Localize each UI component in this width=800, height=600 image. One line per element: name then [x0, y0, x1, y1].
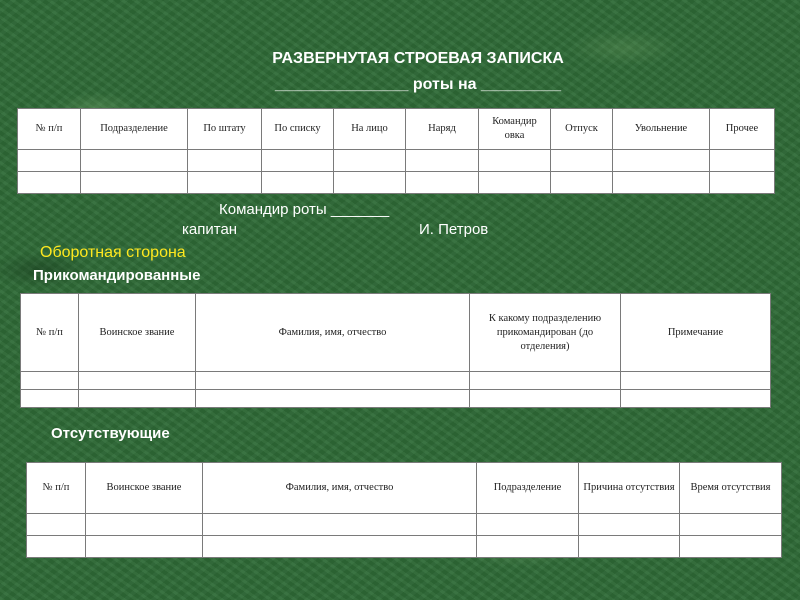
col-header-assignment: Командир овка [479, 109, 551, 150]
table-cell[interactable] [79, 390, 196, 408]
table-cell[interactable] [18, 150, 81, 172]
table-cell[interactable] [680, 514, 782, 536]
table-cell[interactable] [196, 372, 470, 390]
table-header-row [27, 463, 782, 514]
table-cell[interactable] [613, 150, 710, 172]
col-header-rank: Воинское звание [86, 463, 203, 514]
table-row [18, 150, 775, 172]
summary-table [17, 108, 775, 194]
table-cell[interactable] [470, 372, 621, 390]
col-header-rank: Воинское звание [79, 294, 196, 372]
table-cell[interactable] [196, 390, 470, 408]
col-header-by-staff: По штату [188, 109, 262, 150]
reverse-side-label: Оборотная сторона [40, 244, 186, 261]
table-cell[interactable] [188, 150, 262, 172]
table-cell[interactable] [27, 514, 86, 536]
table-cell[interactable] [579, 536, 680, 558]
table-cell[interactable] [479, 172, 551, 194]
absent-heading: Отсутствующие [51, 425, 170, 442]
col-header-full-name: Фамилия, имя, отчество [203, 463, 477, 514]
table-cell[interactable] [551, 150, 613, 172]
table-cell[interactable] [81, 150, 188, 172]
col-header-number: № п/п [21, 294, 79, 372]
table-row [21, 390, 771, 408]
table-cell[interactable] [477, 536, 579, 558]
table-cell[interactable] [27, 536, 86, 558]
document-subtitle: _______________ роты на _________ [274, 76, 562, 93]
table-cell[interactable] [579, 514, 680, 536]
attached-heading: Прикомандированные [33, 267, 201, 284]
commander-line: Командир роты _______ [219, 201, 390, 218]
table-header-row [21, 294, 771, 372]
attached-table [20, 293, 771, 408]
col-header-dismissal: Увольнение [613, 109, 710, 150]
col-header-full-name: Фамилия, имя, отчество [196, 294, 470, 372]
col-header-absence-time: Время отсутствия [680, 463, 782, 514]
col-header-number: № п/п [27, 463, 86, 514]
col-header-leave: Отпуск [551, 109, 613, 150]
table-cell[interactable] [81, 172, 188, 194]
table-cell[interactable] [621, 372, 771, 390]
table-cell[interactable] [18, 172, 81, 194]
col-header-attached-to: К какому подразделению прикомандирован (до отделения) [470, 294, 621, 372]
col-header-by-list: По списку [262, 109, 334, 150]
table-cell[interactable] [79, 372, 196, 390]
table-cell[interactable] [621, 390, 771, 408]
table-cell[interactable] [710, 150, 775, 172]
col-header-unit: Подразделение [477, 463, 579, 514]
col-header-unit: Подразделение [81, 109, 188, 150]
table-cell[interactable] [203, 536, 477, 558]
table-cell[interactable] [334, 150, 406, 172]
table-cell[interactable] [203, 514, 477, 536]
table-cell[interactable] [710, 172, 775, 194]
table-cell[interactable] [262, 150, 334, 172]
table-cell[interactable] [406, 150, 479, 172]
table-row [21, 372, 771, 390]
table-row [27, 536, 782, 558]
table-cell[interactable] [334, 172, 406, 194]
table-cell[interactable] [551, 172, 613, 194]
table-cell[interactable] [406, 172, 479, 194]
document-title: РАЗВЕРНУТАЯ СТРОЕВАЯ ЗАПИСКА [272, 50, 564, 67]
col-header-absence-reason: Причина отсутствия [579, 463, 680, 514]
table-cell[interactable] [477, 514, 579, 536]
table-row [18, 172, 775, 194]
col-header-note: Примечание [621, 294, 771, 372]
table-header-row [18, 109, 775, 150]
absent-table [26, 462, 782, 558]
col-header-duty: Наряд [406, 109, 479, 150]
table-cell[interactable] [86, 536, 203, 558]
table-row [27, 514, 782, 536]
table-cell[interactable] [680, 536, 782, 558]
table-cell[interactable] [188, 172, 262, 194]
col-header-number: № п/п [18, 109, 81, 150]
table-cell[interactable] [21, 372, 79, 390]
commander-rank: капитан [182, 221, 238, 238]
commander-name: И. Петров [419, 221, 489, 238]
table-cell[interactable] [21, 390, 79, 408]
table-cell[interactable] [479, 150, 551, 172]
table-cell[interactable] [86, 514, 203, 536]
table-cell[interactable] [470, 390, 621, 408]
table-cell[interactable] [262, 172, 334, 194]
col-header-present: На лицо [334, 109, 406, 150]
col-header-other: Прочее [710, 109, 775, 150]
table-cell[interactable] [613, 172, 710, 194]
